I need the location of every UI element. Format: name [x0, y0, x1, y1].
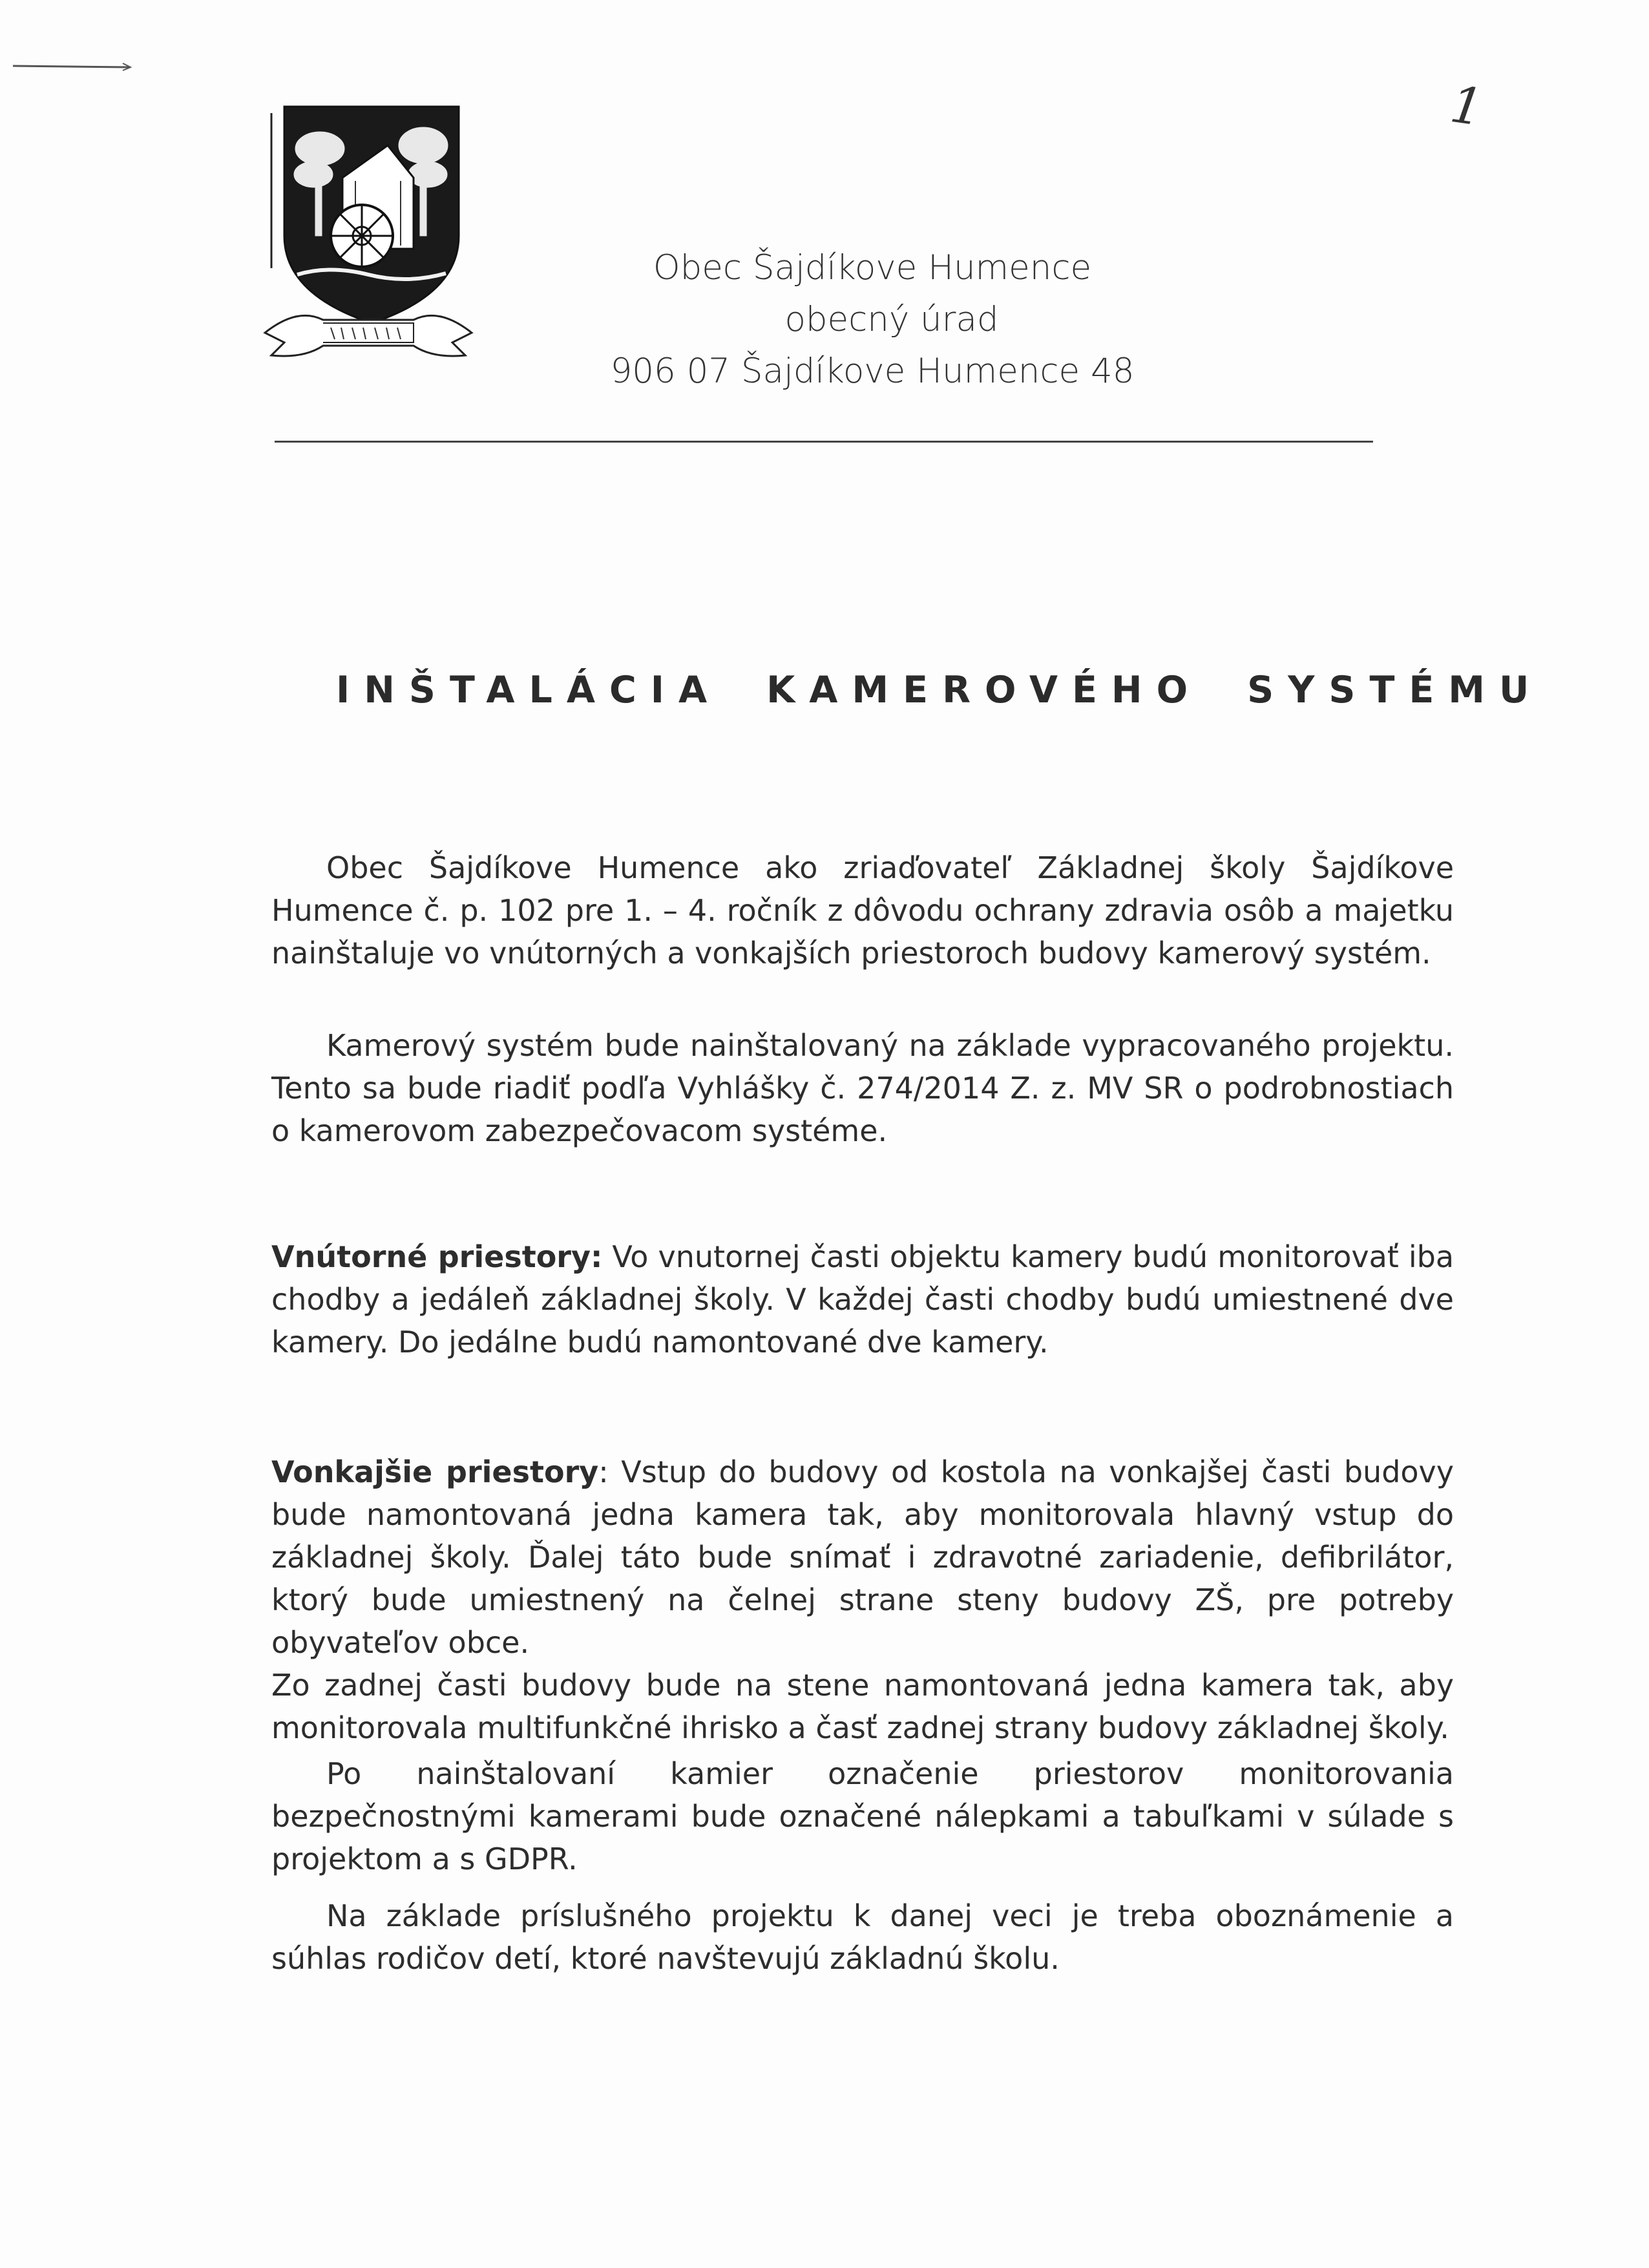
arrow-mark-icon	[13, 59, 136, 72]
outdoor-label: Vonkajšie priestory	[271, 1454, 599, 1489]
header-office: obecný úrad	[784, 300, 999, 339]
title-word-2: KAMEROVÉHO	[766, 669, 1203, 711]
paragraph-labels: Po nainštalovaní kamier označenie priestorov monitorovania bezpečnostnými kamerami bude označené nálepkami a tabuľkami v súlade s projektom a s GDPR.	[271, 1756, 1454, 1876]
municipality-header	[510, 242, 1234, 397]
title-word-3: SYSTÉMU	[1247, 669, 1544, 711]
header-municipality-name: Obec Šajdíkove Humence	[653, 248, 1092, 288]
title-word-1: INŠTALÁCIA	[336, 669, 722, 711]
handwritten-page-number: 1	[1446, 75, 1487, 138]
outdoor-text: : Vstup do budovy od kostola na vonkajšej časti budovy bude namontovaná jedna kamera tak, aby monitorovala hlavný vstup do základnej školy. Ďalej táto bude snímať i zdravotné zariadenie, defibrilátor, ktorý bude umiestnený na čelnej strane steny budovy ZŠ, pre potreby obyvateľov obce.	[271, 1454, 1454, 1660]
paragraph-project: Kamerový systém bude nainštalovaný na základe vypracovaného projektu. Tento sa bude riadiť podľa Vyhlášky č. 274/2014 Z. z. MV SR o podrobnostiach o kamerovom zabezpečovacom systéme.	[271, 1028, 1454, 1148]
paragraph-consent: Na základe príslušného projektu k danej veci je treba oboznámenie a súhlas rodičov detí, ktoré navštevujú základnú školu.	[271, 1898, 1454, 1976]
document-title	[336, 669, 1544, 711]
paragraph-indoor	[271, 1235, 1454, 1363]
indoor-text: Vo vnutornej časti objektu kamery budú monitorovať iba chodby a jedáleň základnej školy. V každej časti chodby budú umiestnené dve kamery. Do jedálne budú namontované dve kamery.	[271, 1239, 1455, 1360]
paragraph-intro: Obec Šajdíkove Humence ako zriaďovateľ Základnej školy Šajdíkove Humence č. p. 102 pre 1. – 4. ročník z dôvodu ochrany zdravia osôb a majetku nainštaluje vo vnútorných a vonkajších priestoroch budovy kamerový systém.	[271, 850, 1454, 971]
paragraph-outdoor	[271, 1451, 1454, 1749]
coat-of-arms-icon	[258, 100, 478, 365]
outdoor-text-rear: Zo zadnej časti budovy bude na stene namontovaná jedna kamera tak, aby monitorovala multifunkčné ihrisko a časť zadnej strany budovy základnej školy.	[271, 1668, 1454, 1745]
header-divider	[275, 441, 1373, 443]
indoor-label: Vnútorné priestory:	[271, 1239, 603, 1274]
header-address: 906 07 Šajdíkove Humence 48	[610, 352, 1135, 391]
